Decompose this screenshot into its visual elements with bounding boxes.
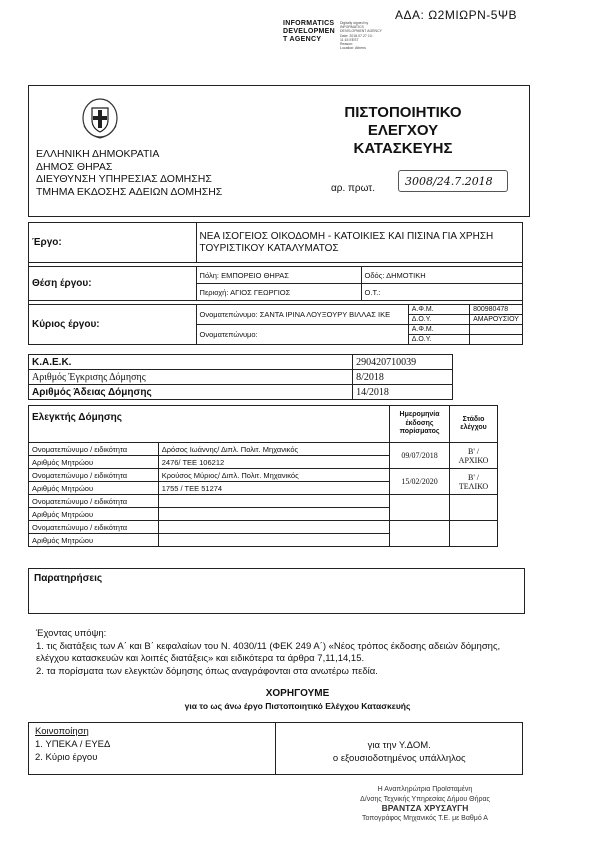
owner2-doy-label: Δ.Ο.Υ.: [408, 335, 469, 345]
inspection-date: 15/02/2020: [390, 469, 450, 495]
owner-doy-value: ΑΜΑΡΟΥΣΙΟΥ: [470, 315, 523, 325]
signature-detail: Location: Athens: [340, 46, 366, 51]
owner-name-1: Ονοματεπώνυμο: ΣΑΝΤΑ ΙΡΙΝΑ ΛΟΥΞΟΥΡΥ ΒΙΛΛΑΣ ΙΚΕ: [196, 305, 408, 325]
signature-detail: Date: 2018.07.27 10:: [340, 33, 373, 38]
inspectors-table: [28, 405, 498, 547]
owner2-afm-label: Α.Φ.Μ.: [408, 325, 469, 335]
reg-field-label: Αριθμός Μητρώου: [29, 508, 159, 521]
title-line: ΚΑΤΑΣΚΕΥΗΣ: [353, 140, 453, 157]
owner-afm-label: Α.Φ.Μ.: [408, 305, 469, 315]
agency-signature: [283, 20, 335, 44]
notes-label: Παρατηρήσεις: [34, 573, 103, 584]
project-table: [28, 222, 523, 345]
inspection-date: 09/07/2018: [390, 443, 450, 469]
official-stamp: [325, 785, 525, 823]
signature-detail: INFORMATICS: [340, 25, 364, 30]
reg-field-label: Αριθμός Μητρώου: [29, 482, 159, 495]
permit-label: Αριθμός Άδειας Δόμησης: [29, 385, 353, 400]
stamp-line: Η Αναπληρώτρια Προϊσταμένη: [377, 786, 473, 793]
signature-detail: 11:15 EEST: [340, 37, 359, 42]
stamp-line: Δ/νσης Τεχνικής Υπηρεσίας Δήμου Θήρας: [360, 795, 490, 803]
inspectors-label: Ελεγκτής Δόμησης: [29, 406, 390, 443]
inspector-name: Κρούσος Μύριος/ Διπλ. Πολιτ. Μηχανικός: [158, 469, 389, 482]
location-street: Οδός: ΔΗΜΟΤΙΚΗ: [361, 267, 522, 284]
name-field-label: Ονοματεπώνυμο / ειδικότητα: [29, 443, 159, 456]
approval-value: 8/2018: [353, 370, 453, 385]
reg-field-label: Αριθμός Μητρώου: [29, 456, 159, 469]
distribution-table: [28, 722, 523, 775]
signer-label: ο εξουσιοδοτημένος υπάλληλος: [332, 753, 466, 764]
location-label: Θέση έργου:: [29, 267, 197, 301]
kaek-label: Κ.Α.Ε.Κ.: [29, 355, 353, 370]
location-postal: Ο.Τ.:: [361, 284, 522, 301]
stamp-line: ΒΡΑΝΤΖΑ ΧΡΥΣΑΥΓΗ: [381, 803, 469, 813]
whereas-item: 1. τις διατάξεις των Α΄ και Β΄ κεφαλαίων του Ν. 4030/11 (ΦΕΚ 249 Α΄) «Νέος τρόπος έκδοσης αδειών δόμησης, ελέγχου κατασκευών και λοιπές διατάξεις» και ειδικότερα τα άρθρα 7,11,14,15.: [36, 640, 501, 664]
grant-subtitle: για το ως άνω έργο Πιστοποιητικό Ελέγχου Κατασκευής: [184, 701, 411, 711]
owner-name-2: Ονοματεπώνυμο:: [196, 325, 408, 345]
stage-header: Στάδιο ελέγχου: [450, 406, 498, 443]
reg-field-label: Αριθμός Μητρώου: [29, 534, 159, 547]
legal-basis: [36, 628, 516, 678]
inspector-name: Δρόσος Ιωάννης/ Διπλ. Πολιτ. Μηχανικός: [158, 443, 389, 456]
inspector-registry: [158, 508, 389, 521]
inspector-registry: 1755 / ΤΕΕ 51274: [158, 482, 389, 495]
inspector-registry: [158, 534, 389, 547]
distribution-label: Κοινοποίηση: [35, 726, 89, 737]
issuing-authority: [36, 148, 222, 198]
distribution-item: 1. ΥΠΕΚΑ / ΕΥΕΔ: [35, 739, 111, 750]
whereas-intro: Έχοντας υπόψη:: [36, 628, 107, 639]
stamp-line: Τοπογράφος Μηχανικός Τ.Ε. με Βαθμό Α: [362, 814, 488, 822]
signature-detail: DEVELOPMENT AGENCY: [340, 29, 382, 34]
project-value: ΝΕΑ ΙΣΟΓΕΙΟΣ ΟΙΚΟΔΟΜΗ - ΚΑΤΟΙΚΙΕΣ ΚΑΙ ΠΙΣΙΝΑ ΓΙΑ ΧΡΗΣΗ ΤΟΥΡΙΣΤΙΚΟΥ ΚΑΤΑΛΥΜΑΤΟΣ: [196, 223, 522, 263]
approval-label: Αριθμός Έγκρισης Δόμησης: [29, 370, 353, 385]
org-line: ΤΜΗΜΑ ΕΚΔΟΣΗΣ ΑΔΕΙΩΝ ΔΟΜΗΣΗΣ: [36, 185, 223, 198]
signature-detail: Digitally signed by: [340, 21, 369, 25]
org-line: ΕΛΛΗΝΙΚΗ ΔΗΜΟΚΡΑΤΙΑ: [36, 148, 160, 160]
location-city: Πόλη: ΕΜΠΟΡΕΙΟ ΘΗΡΑΣ: [196, 267, 361, 284]
notes-box: [28, 568, 525, 614]
greek-state-seal-icon: [80, 96, 120, 144]
owner-doy-label: Δ.Ο.Υ.: [408, 315, 469, 325]
office-label: για την Υ.ΔΟΜ.: [367, 740, 431, 751]
inspection-stage: Β' / ΑΡΧΙΚΟ: [450, 443, 498, 469]
registry-table: [28, 354, 453, 400]
agency-line: DEVELOPMEN: [283, 28, 336, 35]
owner-label: Κύριος έργου:: [29, 305, 197, 345]
org-line: ΔΗΜΟΣ ΘΗΡΑΣ: [36, 160, 113, 173]
name-field-label: Ονοματεπώνυμο / ειδικότητα: [29, 521, 159, 534]
protocol-label: αρ. πρωτ.: [331, 183, 376, 194]
org-line: ΔΙΕΥΘΥΝΣΗ ΥΠΗΡΕΣΙΑΣ ΔΟΜΗΣΗΣ: [36, 173, 212, 185]
permit-value: 14/2018: [353, 385, 453, 400]
title-line: ΠΙΣΤΟΠΟΙΗΤΙΚΟ: [344, 104, 462, 121]
date-header: Ημερομηνία έκδοσης πορίσματος: [390, 406, 450, 443]
location-area: Περιοχή: ΑΓΙΟΣ ΓΕΩΡΓΙΟΣ: [196, 284, 361, 301]
distribution-item: 2. Κύριο έργου: [35, 752, 98, 763]
inspector-registry: 2476/ ΤΕΕ 106212: [158, 456, 389, 469]
title-line: ΕΛΕΓΧΟΥ: [367, 122, 439, 139]
digital-signature-details: [340, 21, 400, 50]
grant-title: ΧΟΡΗΓΟΥΜΕ: [265, 688, 330, 699]
kaek-value: 290420710039: [353, 355, 453, 370]
protocol-number: 3008/24.7.2018: [398, 170, 508, 192]
ada-code: ΑΔΑ: Ω2ΜΙΩΡΝ-5ΨΒ: [395, 8, 518, 22]
inspector-name: [158, 521, 389, 534]
document-title: [328, 104, 478, 158]
agency-line: INFORMATICS: [283, 20, 335, 27]
name-field-label: Ονοματεπώνυμο / ειδικότητα: [29, 495, 159, 508]
inspection-stage: Β' / ΤΕΛΙΚΟ: [450, 469, 498, 495]
inspector-name: [158, 495, 389, 508]
signature-detail: Reason:: [340, 42, 354, 47]
project-label: Έργο:: [29, 223, 197, 263]
agency-line: T AGENCY: [283, 36, 322, 43]
whereas-item: 2. τα πορίσματα των ελεγκτών δόμησης όπως αναγράφονται στα ανωτέρω πεδία.: [36, 665, 378, 677]
name-field-label: Ονοματεπώνυμο / ειδικότητα: [29, 469, 159, 482]
owner-afm-value: 800980478: [470, 305, 523, 315]
